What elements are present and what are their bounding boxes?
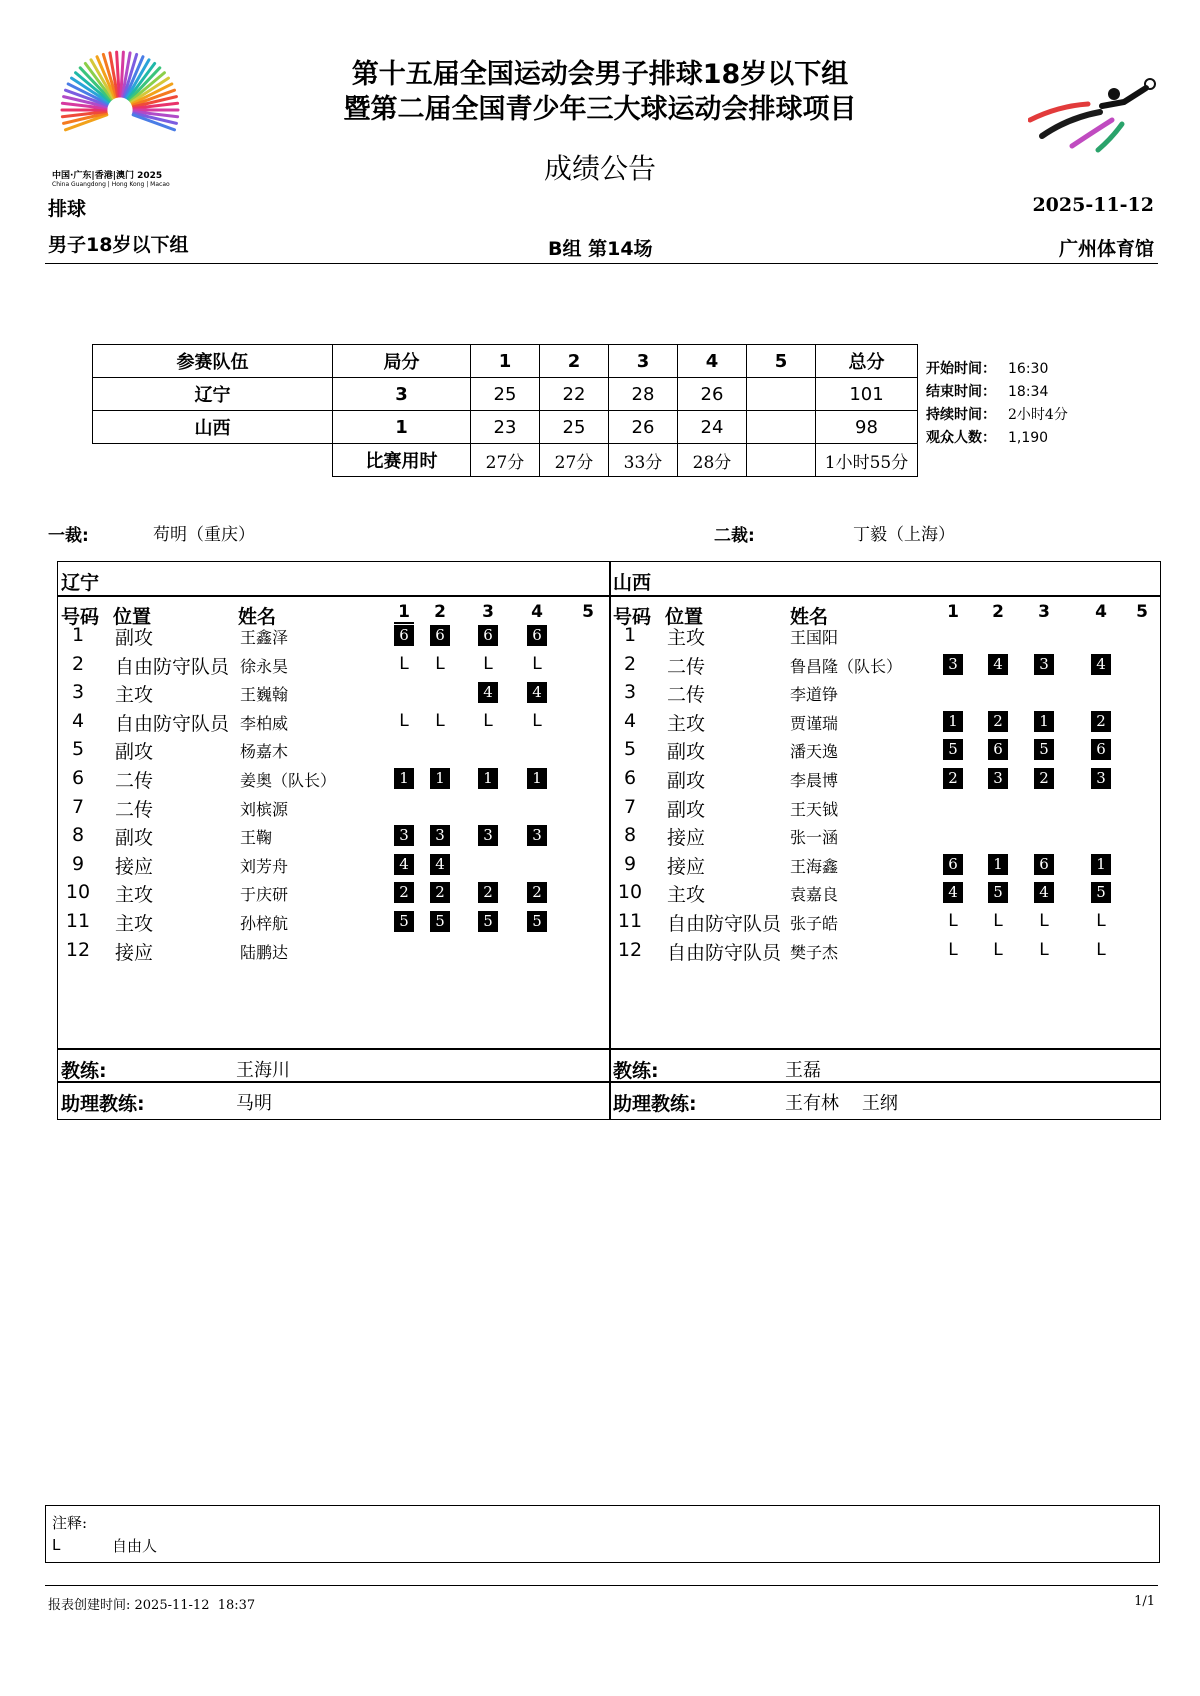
footer-divider (45, 1585, 1158, 1586)
player-name: 陆鹏达 (240, 942, 289, 962)
header-set-4: 4 (1095, 602, 1107, 622)
team-1-coach (61, 1056, 290, 1083)
starting-rotation-box: 3 (943, 654, 963, 675)
player-position: 副攻 (115, 627, 154, 649)
player-number: 2 (623, 652, 637, 675)
player-number: 10 (617, 881, 643, 904)
player-number: 12 (617, 938, 643, 961)
end-time (926, 381, 1048, 401)
player-number: 6 (623, 767, 637, 789)
starting-rotation-box: 3 (478, 825, 498, 846)
starting-rotation-box: 4 (430, 854, 450, 875)
player-position: 自由防守队员 (115, 655, 230, 678)
libero-mark: L (435, 710, 445, 731)
starting-rotation-box: 4 (1091, 654, 1111, 675)
starting-rotation-box: 1 (1034, 711, 1054, 732)
set-score: 26 (609, 411, 678, 444)
set-score: 24 (678, 411, 747, 444)
player-number: 11 (65, 910, 91, 932)
starting-rotation-box: 6 (1091, 739, 1111, 760)
player-row (610, 908, 1161, 936)
notes-label: 注释: (52, 1514, 88, 1532)
total-points: 101 (816, 378, 918, 411)
coach-label: 教练: (613, 1060, 659, 1082)
assistant-label: 助理教练: (613, 1093, 697, 1115)
player-name: 张一涵 (790, 828, 839, 848)
match-date: 2025-11-12 (1032, 194, 1154, 216)
player-row (610, 937, 1161, 965)
player-position: 接应 (667, 855, 706, 878)
player-name: 王国阳 (790, 628, 839, 647)
player-row (58, 937, 609, 965)
libero-mark: L (993, 939, 1003, 960)
player-name: 王天钺 (790, 799, 839, 819)
libero-mark: L (532, 653, 542, 674)
player-position: 主攻 (115, 913, 154, 935)
player-name: 王海鑫 (790, 856, 839, 876)
player-position: 接应 (667, 827, 706, 850)
libero-mark: L (532, 710, 542, 731)
spectators-value: 1,190 (1008, 430, 1049, 446)
player-number: 8 (623, 824, 637, 847)
player-row (58, 822, 609, 850)
player-row (610, 708, 1161, 736)
player-row (58, 622, 609, 650)
player-number: 3 (623, 681, 637, 704)
player-number: 11 (617, 910, 643, 932)
starting-rotation-box: 2 (394, 882, 414, 903)
player-position: 二传 (667, 655, 706, 678)
player-name: 徐永昊 (240, 656, 289, 676)
player-row (610, 765, 1161, 793)
team-2-coach (613, 1056, 821, 1083)
player-name: 贾谨瑞 (790, 713, 839, 733)
header-set-1: 1 (471, 345, 540, 378)
player-row (610, 822, 1161, 850)
libero-mark: L (435, 653, 445, 674)
set-score: 23 (471, 411, 540, 444)
player-number: 12 (65, 938, 91, 961)
starting-rotation-box: 2 (430, 882, 450, 903)
logo-subtext: China Guangdong | Hong Kong | Macao (52, 181, 170, 188)
header-team: 参赛队伍 (93, 345, 333, 378)
set-score (747, 378, 816, 411)
player-number: 10 (65, 881, 91, 904)
starting-rotation-box: 1 (1091, 854, 1111, 875)
header-set-3: 3 (609, 345, 678, 378)
duration-value: 2小时4分 (1008, 407, 1068, 423)
player-name: 杨嘉木 (240, 742, 289, 762)
page-number: 1/1 (1134, 1594, 1155, 1609)
player-row (58, 879, 609, 907)
set-duration: 33分 (609, 444, 678, 477)
notes-key: L (52, 1536, 61, 1554)
player-row (58, 908, 609, 936)
roster-box (57, 561, 1161, 1120)
header-set-1: 1 (394, 602, 414, 624)
player-number: 9 (623, 852, 637, 875)
starting-rotation-box: 1 (478, 768, 498, 789)
player-number: 5 (623, 738, 637, 761)
player-name: 孙梓航 (240, 914, 289, 933)
starting-rotation-box: 1 (943, 711, 963, 732)
start-time-value: 16:30 (1008, 361, 1049, 377)
starting-rotation-box: 4 (988, 654, 1008, 675)
roster-line (58, 595, 1160, 597)
duration-row (93, 444, 918, 477)
starting-rotation-box: 3 (394, 825, 414, 846)
header-set-5: 5 (1136, 602, 1148, 622)
player-number: 2 (71, 652, 85, 675)
libero-mark: L (483, 653, 493, 674)
libero-mark: L (399, 653, 409, 674)
player-row (58, 765, 609, 793)
starting-rotation-box: 3 (1034, 654, 1054, 675)
player-number: 5 (71, 738, 85, 761)
set-duration: 27分 (471, 444, 540, 477)
player-row (610, 736, 1161, 764)
player-number: 7 (71, 795, 85, 818)
header-number: 号码 (61, 606, 100, 628)
header-total: 总分 (816, 345, 918, 378)
start-time-label: 开始时间： (926, 361, 996, 377)
header-position: 位置 (113, 606, 152, 628)
player-name: 鲁昌隆（队长） (790, 656, 903, 676)
page-subtitle: 成绩公告 (543, 152, 656, 185)
starting-rotation-box: 6 (394, 625, 414, 646)
player-row (58, 794, 609, 822)
player-position: 自由防守队员 (115, 712, 230, 735)
set-score: 26 (678, 378, 747, 411)
player-name: 王巍翰 (240, 685, 289, 705)
starting-rotation-box: 3 (430, 825, 450, 846)
assistant-label: 助理教练: (61, 1093, 145, 1115)
category-label: 男子18岁以下组 (48, 234, 189, 256)
starting-rotation-box: 4 (478, 682, 498, 703)
set-score: 22 (540, 378, 609, 411)
player-position: 副攻 (115, 741, 154, 764)
player-position: 接应 (115, 855, 154, 878)
starting-rotation-box: 5 (478, 911, 498, 932)
team-1-assistant (61, 1089, 272, 1116)
starting-rotation-box: 6 (478, 625, 498, 646)
starting-rotation-box: 6 (430, 625, 450, 646)
starting-rotation-box: 6 (527, 625, 547, 646)
player-number: 7 (623, 795, 637, 818)
starting-rotation-box: 4 (394, 854, 414, 875)
total-points: 98 (816, 411, 918, 444)
header-divider (45, 263, 1158, 264)
starting-rotation-box: 1 (430, 768, 450, 789)
player-name: 潘天逸 (790, 742, 839, 762)
header-set-5: 5 (582, 602, 594, 622)
first-referee: 苟明（重庆） (153, 525, 255, 545)
starting-rotation-box: 5 (988, 882, 1008, 903)
duration-label: 比赛用时 (333, 444, 471, 477)
player-name: 于庆研 (240, 885, 289, 905)
player-name: 袁嘉良 (790, 885, 839, 905)
header-set-3: 3 (1038, 602, 1050, 622)
set-duration (747, 444, 816, 477)
player-row (58, 736, 609, 764)
player-position: 二传 (115, 798, 154, 821)
libero-mark: L (1096, 939, 1106, 960)
starting-rotation-box: 1 (527, 768, 547, 789)
libero-mark: L (1096, 911, 1106, 931)
player-name: 姜奥（队长） (240, 771, 337, 790)
header-name: 姓名 (790, 606, 829, 628)
starting-rotation-box: 1 (394, 768, 414, 789)
roster-line (58, 1048, 1160, 1050)
libero-mark: L (948, 939, 958, 960)
header-set-1: 1 (947, 602, 959, 622)
player-position: 主攻 (115, 884, 154, 907)
player-name: 李柏威 (240, 713, 289, 733)
player-number: 1 (623, 624, 637, 646)
starting-rotation-box: 5 (943, 739, 963, 760)
player-row (58, 851, 609, 879)
set-score: 25 (540, 411, 609, 444)
starting-rotation-box: 2 (478, 882, 498, 903)
score-row-team-2 (93, 411, 918, 444)
header-number: 号码 (613, 606, 652, 628)
assistant-name: 王有林 王纲 (785, 1093, 898, 1114)
header-sets-won: 局分 (333, 345, 471, 378)
libero-mark: L (948, 911, 958, 931)
player-name: 刘槟源 (240, 799, 289, 819)
player-number: 8 (71, 824, 85, 847)
header-set-2: 2 (434, 602, 446, 622)
starting-rotation-box: 5 (430, 911, 450, 932)
starting-rotation-box: 4 (527, 682, 547, 703)
player-number: 3 (71, 681, 85, 704)
player-row (610, 851, 1161, 879)
libero-mark: L (399, 710, 409, 731)
starting-rotation-box: 2 (988, 711, 1008, 732)
player-position: 主攻 (115, 684, 154, 707)
player-name: 李道铮 (790, 685, 839, 705)
player-number: 4 (71, 709, 85, 732)
second-referee: 丁毅（上海） (853, 525, 955, 545)
sets-won: 3 (333, 378, 471, 411)
notes-meaning: 自由人 (112, 1537, 158, 1555)
header-set-2: 2 (992, 602, 1004, 622)
player-name: 张子皓 (790, 914, 839, 933)
starting-rotation-box: 2 (1034, 768, 1054, 789)
coach-name: 王海川 (236, 1060, 290, 1081)
score-table (92, 344, 918, 477)
player-position: 副攻 (115, 827, 154, 850)
team-name: 辽宁 (93, 378, 333, 411)
player-position: 副攻 (667, 741, 706, 764)
player-position: 主攻 (667, 627, 706, 649)
player-number: 9 (71, 852, 85, 875)
total-duration: 1小时55分 (816, 444, 918, 477)
player-row (58, 651, 609, 679)
set-score (747, 411, 816, 444)
libero-mark: L (993, 911, 1003, 931)
end-time-label: 结束时间： (926, 384, 996, 400)
set-score: 28 (609, 378, 678, 411)
player-name: 李晨博 (790, 771, 839, 790)
player-position: 主攻 (667, 884, 706, 907)
player-row (610, 679, 1161, 707)
starting-rotation-box: 3 (1091, 768, 1111, 789)
player-position: 副攻 (667, 798, 706, 821)
starting-rotation-box: 6 (988, 739, 1008, 760)
libero-mark: L (1039, 939, 1049, 960)
player-row (610, 651, 1161, 679)
title-line1: 第十五届全国运动会男子排球18岁以下组 (351, 59, 849, 90)
player-position: 二传 (115, 770, 154, 792)
team-2-assistant (613, 1089, 898, 1116)
starting-rotation-box: 4 (943, 882, 963, 903)
spectators-label: 观众人数： (926, 430, 996, 446)
starting-rotation-box: 6 (943, 854, 963, 875)
second-referee-label: 二裁: (714, 526, 755, 546)
set-duration: 27分 (540, 444, 609, 477)
spectators (926, 427, 1048, 447)
header-set-3: 3 (482, 602, 494, 622)
player-position: 自由防守队员 (667, 941, 782, 964)
starting-rotation-box: 5 (527, 911, 547, 932)
title-line2: 暨第二届全国青少年三大球运动会排球项目 (343, 94, 857, 125)
empty-cell (93, 444, 333, 477)
coach-label: 教练: (61, 1060, 107, 1082)
player-number: 1 (71, 624, 85, 646)
venue-label: 广州体育馆 (1058, 238, 1154, 260)
logo-text: 中国·广东|香港|澳门 2025 (52, 171, 163, 181)
player-name: 王鞠 (240, 828, 273, 848)
duration (926, 404, 1068, 424)
player-name: 樊子杰 (790, 942, 839, 962)
player-position: 副攻 (667, 770, 706, 792)
team-2-name: 山西 (613, 572, 652, 594)
starting-rotation-box: 5 (1034, 739, 1054, 760)
player-position: 主攻 (667, 712, 706, 735)
player-name: 王鑫泽 (240, 628, 289, 647)
player-row (610, 622, 1161, 650)
player-row (58, 679, 609, 707)
player-row (58, 708, 609, 736)
player-number: 6 (71, 767, 85, 789)
starting-rotation-box: 2 (527, 882, 547, 903)
player-name: 刘芳舟 (240, 856, 289, 876)
starting-rotation-box: 5 (394, 911, 414, 932)
libero-mark: L (483, 710, 493, 731)
team-1-name: 辽宁 (61, 572, 100, 594)
report-created-time: 报表创建时间: 2025-11-12 18:37 (48, 1598, 256, 1613)
starting-rotation-box: 3 (988, 768, 1008, 789)
start-time (926, 358, 1048, 378)
coach-name: 王磊 (785, 1060, 821, 1081)
score-header-row (93, 345, 918, 378)
player-position: 自由防守队员 (667, 913, 782, 935)
starting-rotation-box: 2 (943, 768, 963, 789)
duration-label: 持续时间： (926, 407, 996, 423)
first-referee-label: 一裁: (48, 526, 89, 546)
starting-rotation-box: 3 (527, 825, 547, 846)
header-set-4: 4 (531, 602, 543, 622)
assistant-name: 马明 (236, 1093, 272, 1114)
end-time-value: 18:34 (1008, 384, 1049, 400)
set-duration: 28分 (678, 444, 747, 477)
score-row-team-1 (93, 378, 918, 411)
roster-line (58, 1081, 1160, 1083)
header-position: 位置 (665, 606, 704, 628)
notes-box (45, 1505, 1160, 1563)
sets-won: 1 (333, 411, 471, 444)
player-row (610, 794, 1161, 822)
libero-mark: L (1039, 911, 1049, 931)
player-number: 4 (623, 709, 637, 732)
set-score: 25 (471, 378, 540, 411)
header-set-4: 4 (678, 345, 747, 378)
header-set-2: 2 (540, 345, 609, 378)
header-name: 姓名 (238, 606, 277, 628)
starting-rotation-box: 4 (1034, 882, 1054, 903)
starting-rotation-box: 6 (1034, 854, 1054, 875)
starting-rotation-box: 1 (988, 854, 1008, 875)
player-row (610, 879, 1161, 907)
starting-rotation-box: 2 (1091, 711, 1111, 732)
player-position: 二传 (667, 684, 706, 707)
starting-rotation-box: 5 (1091, 882, 1111, 903)
match-label: B组 第14场 (548, 238, 653, 260)
player-position: 接应 (115, 941, 154, 964)
team-name: 山西 (93, 411, 333, 444)
header-set-5: 5 (747, 345, 816, 378)
sport-label: 排球 (48, 198, 87, 220)
